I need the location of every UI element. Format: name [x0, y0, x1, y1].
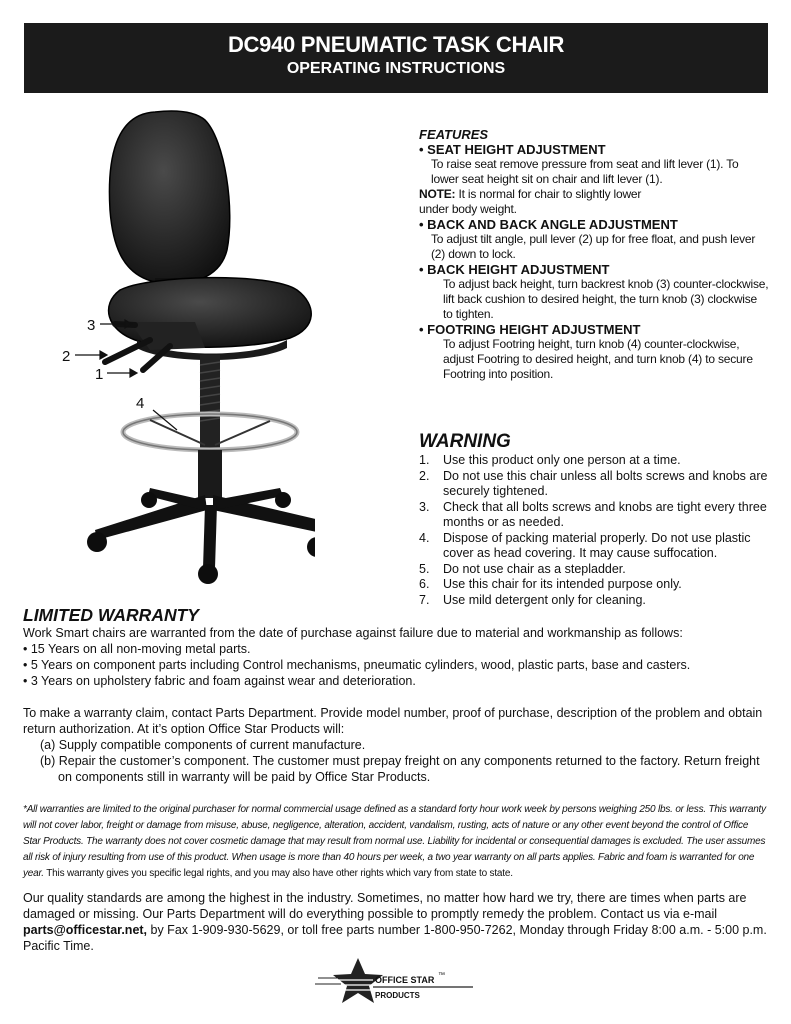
back-height-text: To adjust back height, turn backrest knob (3) counter-clockwise, lift back cushion to desired height, the turn knob (3) clockwise to tighten.: [443, 277, 769, 321]
list-item: 2. Do not use this chair unless all bolts screws and knobs are securely tightened.: [419, 468, 768, 498]
list-item: 5. Do not use chair as a stepladder.: [419, 561, 626, 576]
list-item: 4. Dispose of packing material properly. Do not use plastic cover as head covering. It may cause suffocation.: [419, 530, 751, 560]
fine-print-rights: This warranty gives you specific legal rights, and you may also have other rights which vary from state to state.: [43, 868, 513, 879]
logo-line1: OFFICE STAR: [375, 975, 435, 985]
label-1: 1: [95, 366, 104, 383]
warranty-option-a: (a) Supply compatible components of current manufacture.: [40, 738, 366, 752]
features-title: FEATURES: [419, 127, 489, 142]
back-angle-heading: • BACK AND BACK ANGLE ADJUSTMENT: [419, 217, 678, 232]
warranty-intro: Work Smart chairs are warranted from the date of purchase against failure due to material and workmanship as follows:: [23, 626, 683, 640]
back-angle-text: To adjust tilt angle, pull lever (2) up for free float, and push lever (2) down to lock.: [431, 232, 756, 261]
fine-print-italic: *All warranties are limited to the original purchaser for normal commercial usage defined as a standard forty hour work week by persons weighing 250 lbs. or less. This warranty will not cover labor, freight or damage from misuse, abuse, negligence, alteration, accident, vandalism, rusting, acts of nature or any other event beyond the control of Office Star Products. The warranty does not cover cosmetic damage that may result from normal use. Liability for incidental or consequential damages is excluded. The user assumes all risk of injury resulting from use of this product. When usage is more than 40 hours per week, a two year warranty on all parts applies. Fabric and foam is warranted for one year.: [23, 804, 766, 879]
warranty-bullet: • 3 Years on upholstery fabric and foam against wear and deterioration.: [23, 674, 416, 688]
parts-email-link[interactable]: parts@officestar.net,: [23, 923, 148, 937]
warranty-section: [23, 605, 768, 954]
page-title: DC940 PNEUMATIC TASK CHAIR: [227, 32, 565, 57]
logo-tm: ™: [438, 972, 445, 979]
warranty-fine-print: [23, 802, 768, 882]
page-subtitle: OPERATING INSTRUCTIONS: [286, 60, 506, 77]
title-banner: [24, 23, 768, 93]
list-item: 1. Use this product only one person at a time.: [419, 453, 681, 467]
note-text: It is normal for chair to slightly lower: [455, 187, 642, 201]
warranty-title: LIMITED WARRANTY: [23, 605, 199, 625]
seat-height-text: To raise seat remove pressure from seat and lift lever (1). To lower seat height sit on chair and lift lever (1).: [431, 157, 739, 186]
seat-height-heading: • SEAT HEIGHT ADJUSTMENT: [419, 142, 606, 157]
note-text-2: under body weight.: [419, 202, 517, 216]
warning-title: WARNING: [419, 431, 511, 452]
warning-list: [419, 453, 769, 608]
list-item: 6. Use this chair for its intended purpose only.: [419, 577, 682, 591]
note: [419, 187, 769, 202]
list-item: 3. Check that all bolts screws and knobs are tight every three months or as needed.: [419, 499, 767, 529]
note-label: NOTE:: [419, 187, 456, 201]
label-3: 3: [87, 317, 96, 334]
chair-illustration: [55, 100, 315, 595]
back-height-heading: • BACK HEIGHT ADJUSTMENT: [419, 262, 610, 277]
footring-text: To adjust Footring height, turn knob (4) counter-clockwise, adjust Footring to desired height, and turn knob (4) to secure Footring into position.: [443, 337, 753, 381]
features-section: [419, 127, 769, 382]
list-item: 7. Use mild detergent only for cleaning.: [419, 592, 646, 607]
warranty-bullet: • 15 Years on all non-moving metal parts.: [23, 642, 251, 656]
warranty-bullet: • 5 Years on component parts including Control mechanisms, pneumatic cylinders, wood, plastic parts, base and casters.: [23, 658, 691, 672]
office-star-logo: [313, 956, 483, 1006]
warranty-option-b: (b) Repair the customer’s component. The customer must prepay freight on any components returned to the factory. Return freight on components still in warranty will be paid by Office Star Products.: [40, 754, 760, 784]
warning-section: [419, 431, 769, 608]
label-4: 4: [136, 395, 145, 412]
logo-line2: PRODUCTS: [375, 991, 420, 1000]
label-2: 2: [62, 348, 71, 365]
footring-heading: • FOOTRING HEIGHT ADJUSTMENT: [419, 322, 641, 337]
warranty-claim: To make a warranty claim, contact Parts Department. Provide model number, proof of purchase, description of the problem and obtain return authorization. At it’s option Office Star Products will:: [23, 706, 763, 736]
warranty-closing: Our quality standards are among the highest in the industry. Sometimes, no matter how hard we try, there are times when parts are damaged or missing. Our Parts Department will do everything possible to promptly remedy the problem. Contact us via e-mail parts@officestar.net, by Fax 1-909-930-5629, or toll free parts number 1-800-950-7262, Monday through Friday 8:00 a.m. - 5:00 p.m. Pacific Time.: [23, 891, 767, 953]
